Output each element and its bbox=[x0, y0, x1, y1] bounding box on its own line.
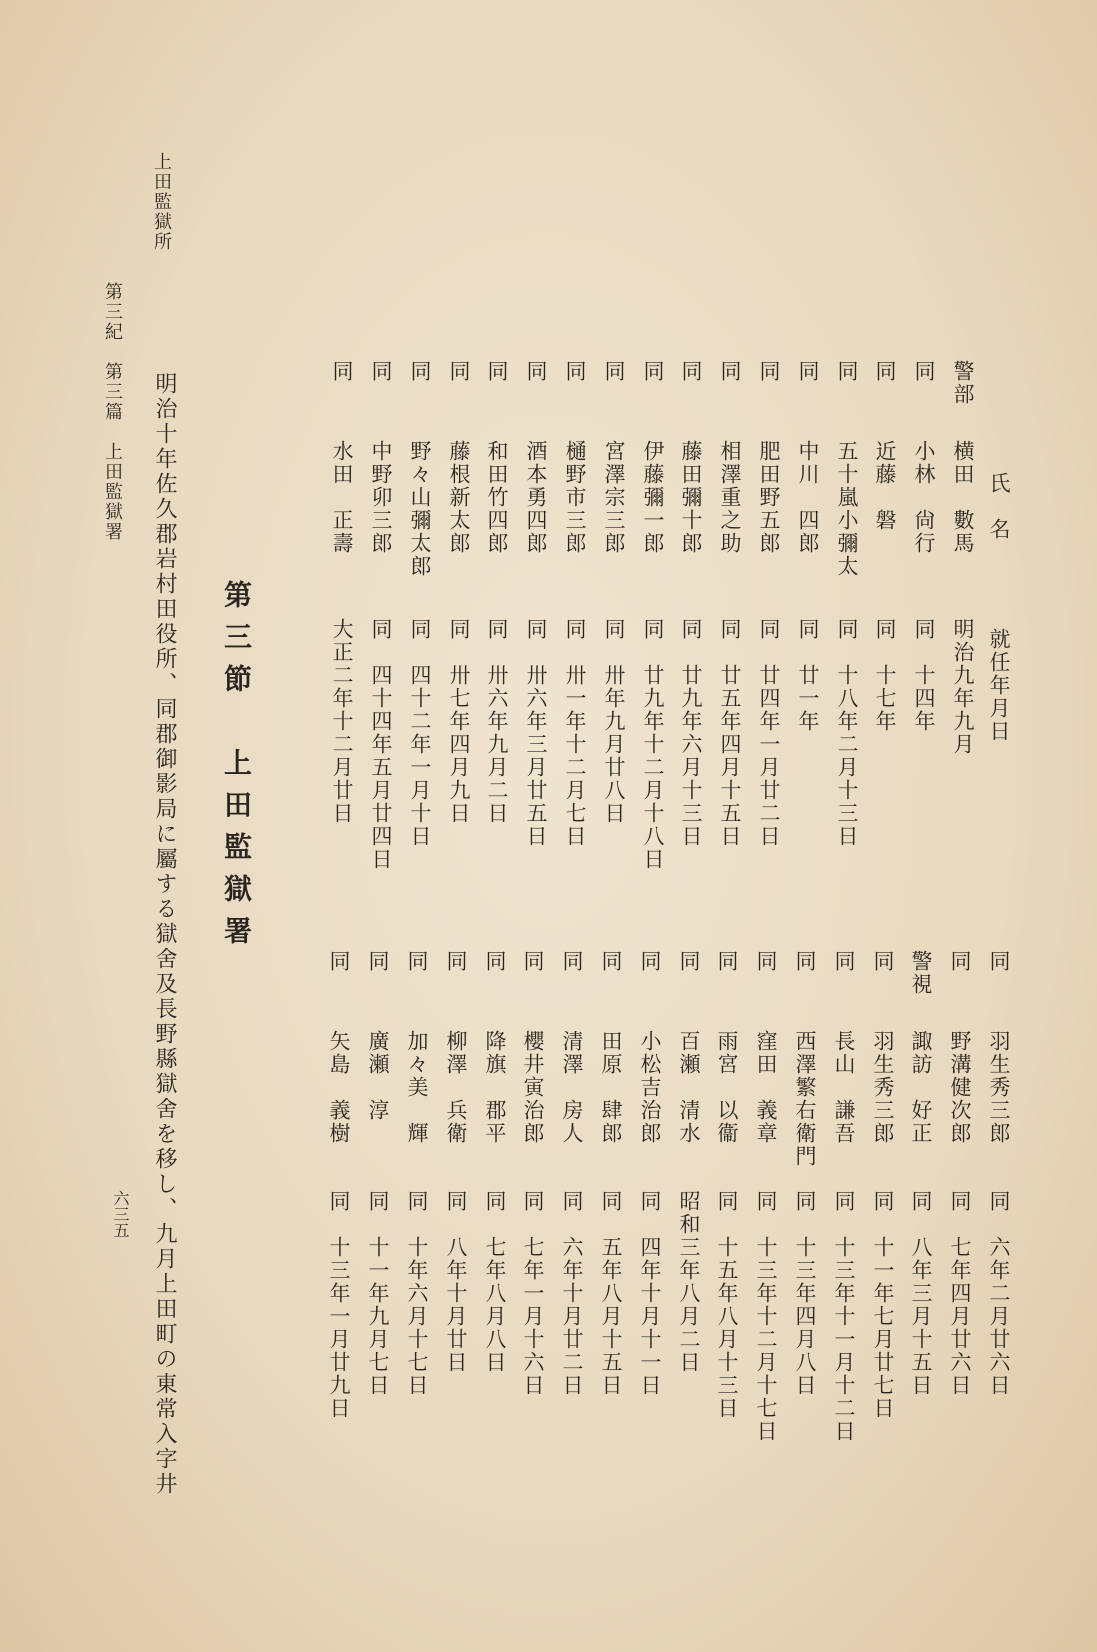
table-header-date: 就任年月日 bbox=[987, 628, 1011, 743]
name-cell: 矢島 義樹 bbox=[327, 1030, 351, 1145]
date-cell: 同 十三年一月廿九日 bbox=[327, 1190, 351, 1420]
name-cell: 西澤繁右衛門 bbox=[793, 1030, 817, 1168]
name-cell: 廣瀬 淳 bbox=[366, 1030, 390, 1122]
date-cell: 同 七年四月廿六日 bbox=[948, 1190, 972, 1397]
name-cell: 酒本勇四郎 bbox=[524, 440, 548, 555]
rank-cell: 同 bbox=[521, 950, 545, 973]
date-cell: 同 十五年八月十三日 bbox=[715, 1190, 739, 1420]
name-cell: 小松吉治郎 bbox=[638, 1030, 662, 1145]
rank-cell: 同 bbox=[444, 950, 468, 973]
date-cell: 同 七年八月八日 bbox=[483, 1190, 507, 1374]
rank-cell: 同 bbox=[754, 950, 778, 973]
rank-cell: 同 bbox=[871, 950, 895, 973]
name-cell: 田原 肆郎 bbox=[599, 1030, 623, 1145]
rank-cell: 警部 bbox=[951, 360, 975, 406]
date-cell: 同 十三年十二月十七日 bbox=[754, 1190, 778, 1443]
name-cell: 羽生秀三郎 bbox=[987, 1030, 1011, 1145]
name-cell: 柳澤 兵衛 bbox=[444, 1030, 468, 1145]
running-head-institution: 上田監獄所 bbox=[151, 152, 172, 252]
name-cell: 雨宮 以衞 bbox=[715, 1030, 739, 1145]
date-cell: 同 五年八月十五日 bbox=[599, 1190, 623, 1397]
date-cell: 同 十八年二月十三日 bbox=[835, 618, 859, 848]
rank-cell: 同 bbox=[948, 950, 972, 973]
rank-cell: 同 bbox=[563, 360, 587, 383]
date-cell: 同 十一年九月七日 bbox=[366, 1190, 390, 1397]
name-cell: 櫻井寅治郎 bbox=[521, 1030, 545, 1145]
name-cell: 伊藤彌一郎 bbox=[641, 440, 665, 555]
name-cell: 羽生秀三郎 bbox=[871, 1030, 895, 1145]
name-cell: 野溝健次郎 bbox=[948, 1030, 972, 1145]
date-cell: 同 廿九年六月十三日 bbox=[679, 618, 703, 848]
rank-cell: 同 bbox=[679, 360, 703, 383]
date-cell: 同 卅六年九月二日 bbox=[485, 618, 509, 825]
name-cell: 降旗 郡平 bbox=[483, 1030, 507, 1145]
rank-cell: 同 bbox=[757, 360, 781, 383]
rank-cell: 同 bbox=[677, 950, 701, 973]
running-head-chapter: 第三紀 第三篇 上田監獄署 bbox=[102, 282, 123, 542]
date-cell: 同 十四年 bbox=[912, 618, 936, 733]
date-cell: 同 卅七年四月九日 bbox=[447, 618, 471, 825]
rank-cell: 同 bbox=[560, 950, 584, 973]
date-cell: 同 八年十月廿日 bbox=[444, 1190, 468, 1374]
name-cell: 藤根新太郎 bbox=[447, 440, 471, 555]
name-cell: 相澤重之助 bbox=[718, 440, 742, 555]
name-cell: 加々美 輝 bbox=[405, 1030, 429, 1145]
rank-cell: 同 bbox=[832, 950, 856, 973]
rank-cell: 同 bbox=[987, 950, 1011, 973]
date-cell: 大正二年十二月廿日 bbox=[330, 618, 354, 825]
rank-cell: 警視 bbox=[909, 950, 933, 996]
rank-cell: 同 bbox=[483, 950, 507, 973]
name-cell: 中川 四郎 bbox=[796, 440, 820, 555]
rank-cell: 同 bbox=[641, 360, 665, 383]
rank-cell: 同 bbox=[793, 950, 817, 973]
rank-cell: 同 bbox=[405, 950, 429, 973]
name-cell: 樋野市三郎 bbox=[563, 440, 587, 555]
name-cell: 清澤 房人 bbox=[560, 1030, 584, 1145]
name-cell: 小林 尙行 bbox=[912, 440, 936, 555]
name-cell: 宮澤宗三郎 bbox=[602, 440, 626, 555]
date-cell: 同 六年十月廿二日 bbox=[560, 1190, 584, 1397]
rank-cell: 同 bbox=[366, 950, 390, 973]
rank-cell: 同 bbox=[408, 360, 432, 383]
date-cell: 同 卅一年十二月七日 bbox=[563, 618, 587, 848]
date-cell: 同 廿五年四月十五日 bbox=[718, 618, 742, 848]
rank-cell: 同 bbox=[327, 950, 351, 973]
name-cell: 近藤 磐 bbox=[873, 440, 897, 532]
date-cell: 同 八年三月十五日 bbox=[909, 1190, 933, 1397]
rank-cell: 同 bbox=[718, 360, 742, 383]
name-cell: 五十嵐小彌太 bbox=[835, 440, 859, 578]
rank-cell: 同 bbox=[485, 360, 509, 383]
section-title: 第三節 上田監獄署 bbox=[220, 580, 253, 958]
rank-cell: 同 bbox=[715, 950, 739, 973]
name-cell: 野々山彌太郎 bbox=[408, 440, 432, 578]
date-cell: 同 十年六月十七日 bbox=[405, 1190, 429, 1397]
date-cell: 同 七年一月十六日 bbox=[521, 1190, 545, 1397]
name-cell: 和田竹四郎 bbox=[485, 440, 509, 555]
name-cell: 藤田彌十郎 bbox=[679, 440, 703, 555]
date-cell: 同 六年二月廿六日 bbox=[987, 1190, 1011, 1397]
name-cell: 横田 數馬 bbox=[951, 440, 975, 555]
rank-cell: 同 bbox=[912, 360, 936, 383]
date-cell: 同 四年十月十一日 bbox=[638, 1190, 662, 1397]
date-cell: 同 十七年 bbox=[873, 618, 897, 733]
rank-cell: 同 bbox=[602, 360, 626, 383]
date-cell: 同 十三年四月八日 bbox=[793, 1190, 817, 1397]
rank-cell: 同 bbox=[524, 360, 548, 383]
rank-cell: 同 bbox=[447, 360, 471, 383]
name-cell: 中野卯三郎 bbox=[369, 440, 393, 555]
date-cell: 昭和三年八月二日 bbox=[677, 1190, 701, 1374]
date-cell: 同 四十二年一月十日 bbox=[408, 618, 432, 848]
date-cell: 同 卅年九月廿八日 bbox=[602, 618, 626, 825]
page-number: 六三五 bbox=[111, 1190, 130, 1238]
rank-cell: 同 bbox=[330, 360, 354, 383]
date-cell: 同 十三年十一月十二日 bbox=[832, 1190, 856, 1443]
date-cell: 同 廿一年 bbox=[796, 618, 820, 733]
rank-cell: 同 bbox=[873, 360, 897, 383]
rank-cell: 同 bbox=[835, 360, 859, 383]
date-cell: 同 十一年七月廿七日 bbox=[871, 1190, 895, 1420]
date-cell: 同 卅六年三月廿五日 bbox=[524, 618, 548, 848]
name-cell: 水田 正壽 bbox=[330, 440, 354, 555]
rank-cell: 同 bbox=[638, 950, 662, 973]
date-cell: 明治九年九月 bbox=[951, 618, 975, 756]
date-cell: 同 廿四年一月廿二日 bbox=[757, 618, 781, 848]
section-body: 明治十年佐久郡岩村田役所、同郡御影局に屬する獄舍及長野縣獄舍を移し、九月上田町の東常入字井 bbox=[152, 372, 177, 1497]
date-cell: 同 廿九年十二月十八日 bbox=[641, 618, 665, 871]
name-cell: 肥田野五郎 bbox=[757, 440, 781, 555]
name-cell: 百瀬 清水 bbox=[677, 1030, 701, 1145]
rank-cell: 同 bbox=[369, 360, 393, 383]
name-cell: 窪田 義章 bbox=[754, 1030, 778, 1145]
date-cell: 同 四十四年五月廿四日 bbox=[369, 618, 393, 871]
rank-cell: 同 bbox=[599, 950, 623, 973]
table-header-name: 氏 名 bbox=[987, 472, 1011, 541]
rank-cell: 同 bbox=[796, 360, 820, 383]
name-cell: 諏訪 好正 bbox=[909, 1030, 933, 1145]
name-cell: 長山 謙吾 bbox=[832, 1030, 856, 1145]
